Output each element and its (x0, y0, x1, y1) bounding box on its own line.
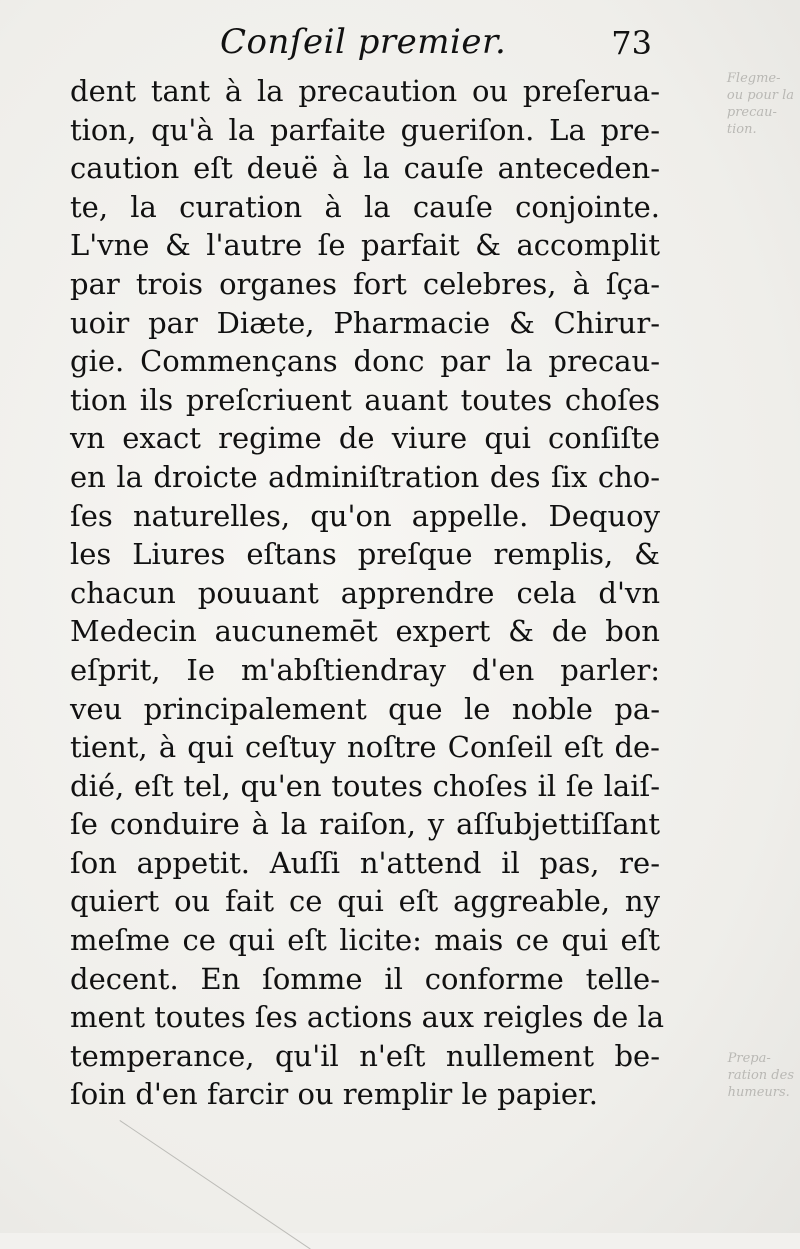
text-line: dié, eſt tel, qu'en toutes choſes il ſe laiſ- (70, 768, 660, 803)
text-line: eſprit, Ie m'abſtiendray d'en parler: (70, 652, 660, 687)
bleed-line: Prepa- (727, 1051, 771, 1066)
text-line: decent. En ſomme il conforme telle- (70, 961, 660, 996)
bleed-line: ou pour la (726, 88, 794, 103)
bleed-through-margin-note-bottom (728, 1050, 794, 1101)
text-line: chacun pouuant apprendre cela d'vn (70, 575, 660, 610)
text-line: gie. Commençans donc par la precau- (70, 344, 660, 379)
text-line: les Liures eſtans preſque remplis, & (70, 537, 660, 572)
text-line: tient, à qui ceſtuy noſtre Conſeil eſt de- (70, 730, 660, 765)
text-line: en la droicte adminiſtration des ſix cho- (70, 459, 660, 494)
text-line: veu principalement que le noble pa- (70, 691, 660, 726)
text-line: par trois organes fort celebres, à ſça- (70, 266, 660, 301)
text-line: tion, qu'à la parfaite gueriſon. La pre- (70, 112, 660, 147)
text-line: vn exact regime de viure qui conſiſte (70, 421, 660, 456)
running-title: Conſeil premier. (220, 22, 507, 62)
text-line: caution eſt deuë à la cauſe anteceden- (70, 151, 660, 186)
bleed-through-margin-note-top (727, 70, 794, 138)
text-line: tion ils preſcriuent auant toutes choſes (70, 382, 660, 417)
text-line: dent tant à la precaution ou preſerua- (70, 74, 660, 108)
text-line: L'vne & l'autre ſe parfait & accomplit (70, 228, 660, 263)
bleed-line: precau- (726, 105, 777, 120)
text-line: Medecin aucunemēt expert & de bon (70, 614, 660, 649)
page-header (70, 22, 660, 72)
text-line: uoir par Diæte, Pharmacie & Chirur- (70, 305, 660, 340)
main-text-block (70, 72, 665, 1114)
text-line: quiert ou fait ce qui eſt aggreable, ny (70, 884, 660, 919)
text-line: ſoin d'en farcir ou remplir le papier. (70, 1077, 598, 1112)
text-line: ſes naturelles, qu'on appelle. Dequoy (70, 498, 660, 533)
text-line: ſe conduire à la raiſon, y aſſubjettiſſant (70, 807, 660, 842)
text-line: temperance, qu'il n'eſt nullement be- (70, 1038, 660, 1073)
paper-fold-mark (119, 1120, 310, 1249)
page-number: 73 (611, 24, 652, 62)
bleed-line: tion. (726, 122, 757, 137)
text-line: meſme ce qui eſt licite: mais ce qui eſt (70, 923, 660, 958)
bleed-line: ration des (727, 1068, 794, 1083)
text-line: te, la curation à la cauſe conjointe. (70, 189, 660, 224)
bleed-line: humeurs. (727, 1085, 790, 1100)
text-line: ſon appetit. Auſſi n'attend il pas, re- (70, 845, 660, 880)
text-line: ment toutes ſes actions aux reigles de la (70, 1000, 665, 1035)
bleed-line: Flegme- (726, 71, 781, 86)
